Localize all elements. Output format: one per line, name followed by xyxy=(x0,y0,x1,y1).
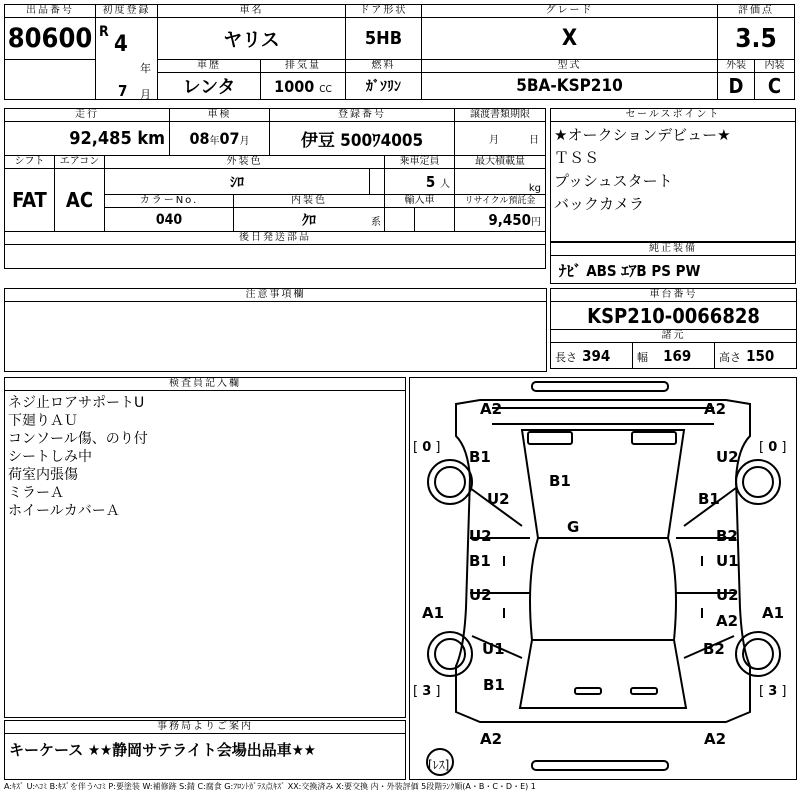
roof-outline xyxy=(530,538,676,640)
height-cell xyxy=(715,343,797,369)
mark-fr-pillar: B1 xyxy=(698,490,720,508)
insp-month-unit: 月 xyxy=(239,136,250,147)
tire-fl-tread xyxy=(413,440,440,455)
inspector-label: 検査員記入欄 xyxy=(5,378,405,391)
import-label: 輸入車 xyxy=(385,195,455,208)
tire-rl-tread xyxy=(413,684,440,699)
displacement-cell xyxy=(261,73,346,100)
later-parts-label: 後日発送部品 xyxy=(5,232,546,245)
rear-bumper-bar xyxy=(532,761,668,770)
sales-points-label: セールスポイント xyxy=(551,109,795,122)
month-unit: 月 xyxy=(140,88,151,100)
mark-hood: B1 xyxy=(549,472,571,490)
shift: FAT xyxy=(5,169,55,232)
tire-rr-close: ] xyxy=(781,684,787,699)
ac-label: エアコン xyxy=(55,156,105,169)
import-blank-a xyxy=(385,208,415,232)
tire-rl-value: 3 xyxy=(422,684,432,699)
door-label: ドア形状 xyxy=(346,5,422,18)
inspector-note-1: ネジ止ロアサポートU xyxy=(8,395,145,411)
inspection-cell xyxy=(170,122,270,156)
displacement: 1000 xyxy=(274,76,315,96)
inspector-box xyxy=(4,377,406,718)
rear-lamp-right xyxy=(631,688,657,694)
mark-side-l: A1 xyxy=(422,604,445,622)
recycle-unit: 円 xyxy=(531,216,542,228)
hood-vent-right xyxy=(632,432,676,444)
length: 394 xyxy=(582,347,611,365)
era: R xyxy=(99,24,109,40)
mileage: 92,485 xyxy=(69,128,132,149)
transfer-label: 譲渡書類期限 xyxy=(455,109,546,122)
displacement-unit: CC xyxy=(319,83,332,95)
model: 5BA-KSP210 xyxy=(422,73,718,100)
grade: X xyxy=(422,18,718,60)
color-blank xyxy=(370,169,385,195)
plate-label: 登録番号 xyxy=(270,109,455,122)
capacity-label: 乗車定員 xyxy=(385,156,455,169)
tire-fl-close: ] xyxy=(435,440,441,455)
car-diagram xyxy=(410,378,796,779)
mileage-label: 走行 xyxy=(5,109,170,122)
caution-label: 注意事項欄 xyxy=(5,289,546,302)
tire-fr-close: ] xyxy=(781,440,787,455)
int-label: 内装 xyxy=(755,60,795,73)
lot-label: 出品番号 xyxy=(5,5,96,18)
spec-label: 諸元 xyxy=(551,330,797,343)
later-parts-value xyxy=(5,245,546,269)
tire-fl-value: 0 xyxy=(422,440,432,455)
mark-rear-quarter-l: U1 xyxy=(482,640,505,658)
capacity-cell xyxy=(385,169,455,195)
header-table xyxy=(4,4,795,100)
lot-blank xyxy=(5,60,96,100)
tire-fl-open: [ xyxy=(413,440,419,455)
inspector-note-2: 下廻りＡＵ xyxy=(8,413,78,429)
ac: AC xyxy=(55,169,105,232)
color-label: 外装色 xyxy=(105,156,385,169)
grade-label: グレード xyxy=(422,5,718,18)
recycle-label: リサイクル預託金 xyxy=(455,195,546,208)
mark-front-right: A2 xyxy=(704,400,727,418)
equipment-value: ﾅﾋﾞ ABS ｴｱB PS PW xyxy=(559,262,701,280)
caution-box xyxy=(4,288,547,372)
insp-month: 07 xyxy=(219,129,240,148)
inspection-label: 車検 xyxy=(170,109,270,122)
recycle: 9,450 xyxy=(488,210,532,229)
mark-fender-fl: B1 xyxy=(469,448,491,466)
displacement-label: 排気量 xyxy=(261,60,346,73)
door-type: 5HB xyxy=(346,18,422,60)
rear-lamp-left xyxy=(575,688,601,694)
height: 150 xyxy=(746,347,775,365)
windshield xyxy=(522,430,684,538)
mark-rear-door-l-upper: U2 xyxy=(469,527,492,545)
tire-fr-open: [ xyxy=(759,440,765,455)
mark-fl-door-lower: U2 xyxy=(487,490,510,508)
rear-window xyxy=(520,640,686,708)
tire-rr-tread xyxy=(759,684,786,699)
plate: 伊豆 500ﾜ4005 xyxy=(270,122,455,156)
fuel: ｶﾞｿﾘﾝ xyxy=(346,73,422,100)
car-name: ヤリス xyxy=(158,18,346,60)
inspector-note-7: ホイールカバーＡ xyxy=(8,503,120,519)
load-unit: kg xyxy=(455,169,546,195)
insp-year: 08 xyxy=(189,129,210,148)
mark-fender-fr: U2 xyxy=(716,448,739,466)
sales-point-3: プッシュスタート xyxy=(554,172,673,190)
color-no-label: カラーNo. xyxy=(105,195,234,208)
transfer-month-unit: 月 xyxy=(489,135,500,146)
tire-rr-open: [ xyxy=(759,684,765,699)
body-outline xyxy=(456,400,750,722)
ext-label: 外装 xyxy=(718,60,755,73)
sales-point-4: バックカメラ xyxy=(554,195,645,213)
mark-rear-left: A2 xyxy=(480,730,503,748)
hood-vent-left xyxy=(528,432,572,444)
width-cell xyxy=(633,343,715,369)
mark-side-r: A1 xyxy=(762,604,785,622)
mark-trunk-l: B1 xyxy=(483,676,505,694)
history: レンタ xyxy=(158,73,261,100)
mark-rear-quarter-r: B2 xyxy=(703,640,725,658)
mileage-cell xyxy=(5,122,170,156)
import-blank-b xyxy=(415,208,455,232)
sales-point-1: ★オークションデビュー★ xyxy=(554,126,731,144)
body-color: ｼﾛ xyxy=(105,169,370,195)
inspector-note-6: ミラーＡ xyxy=(8,485,64,501)
length-label: 長さ xyxy=(555,351,577,364)
lot-number: 80600 xyxy=(5,18,96,60)
length-cell xyxy=(551,343,633,369)
mileage-unit: km xyxy=(137,128,166,149)
office-box xyxy=(4,720,406,780)
mark-rear-door-r-upper: B2 xyxy=(716,527,738,545)
capacity-unit: 人 xyxy=(440,178,451,190)
tire-fr-tread xyxy=(759,440,786,455)
car-diagram-box xyxy=(409,377,797,780)
tire-rl-close: ] xyxy=(435,684,441,699)
height-label: 高さ xyxy=(719,351,741,364)
name-label: 車名 xyxy=(158,5,346,18)
mark-rear-l-upper: U2 xyxy=(469,586,492,604)
tire-fr-value: 0 xyxy=(768,440,778,455)
interior-color-suffix: 系 xyxy=(371,217,382,228)
interior-color: ｸﾛ xyxy=(302,212,317,229)
shift-label: シフト xyxy=(5,156,55,169)
equipment-label: 純正装備 xyxy=(551,243,795,256)
vehicle-info-table xyxy=(4,108,546,269)
year: 4 xyxy=(114,32,128,57)
mark-front-left: A2 xyxy=(480,400,503,418)
recycle-cell xyxy=(455,208,546,232)
inspector-note-4: シートしみ中 xyxy=(8,449,92,465)
fuel-label: 燃料 xyxy=(346,60,422,73)
chassis-label: 車台番号 xyxy=(551,289,797,302)
chassis-table xyxy=(550,288,797,369)
int-score: C xyxy=(755,73,795,100)
model-label: 型式 xyxy=(422,60,718,73)
color-no: 040 xyxy=(105,208,234,232)
equipment-box xyxy=(550,242,796,284)
interior-color-label: 内装色 xyxy=(234,195,385,208)
mark-rear-r-upper: U2 xyxy=(716,586,739,604)
inspector-note-3: コンソール傷、のり付 xyxy=(8,431,148,447)
mark-rear-door-r: U1 xyxy=(716,552,739,570)
mark-roof: G xyxy=(567,518,580,536)
mark-rear-door-l: B1 xyxy=(469,552,491,570)
office-message: キーケース ★★静岡サテライト会場出品車★★ xyxy=(9,741,316,759)
tire-rl-open: [ xyxy=(413,684,419,699)
left-side-lines xyxy=(470,488,530,658)
history-label: 車歴 xyxy=(158,60,261,73)
first-reg-cell xyxy=(96,18,158,100)
tire-rr-value: 3 xyxy=(768,684,778,699)
load-label: 最大積載量 xyxy=(455,156,546,169)
chassis-number: KSP210-0066828 xyxy=(551,302,797,330)
month: 7 xyxy=(118,82,128,100)
transfer-day-unit: 日 xyxy=(529,135,540,146)
mark-rear-right: A2 xyxy=(704,730,727,748)
legend: A:ｷｽﾞ U:ﾍｺﾐ B:ｷｽﾞを伴うﾍｺﾐ P:要塗装 W:補修跡 S:錆 C:腐食 G:ﾌﾛﾝﾄｶﾞﾗｽ点ｷｽﾞ XX:交換済み X:要交換 内・外装評価 5段階ﾗﾝｸ順(A・B・C・D・E) 1 xyxy=(4,782,536,791)
right-side-lines xyxy=(676,488,739,658)
width: 169 xyxy=(663,347,692,365)
spare-label: [ﾚｽ] xyxy=(428,758,450,772)
year-unit: 年 xyxy=(140,62,151,75)
capacity: 5 xyxy=(425,172,436,191)
office-label: 事務局よりご案内 xyxy=(5,721,405,734)
interior-color-cell xyxy=(234,208,385,232)
transfer-cell xyxy=(455,122,546,156)
front-panel xyxy=(492,408,714,424)
front-bumper-bar xyxy=(532,382,668,391)
insp-year-unit: 年 xyxy=(209,136,220,147)
mark-rear-r: A2 xyxy=(716,612,739,630)
score-label: 評価点 xyxy=(718,5,795,18)
inspector-note-5: 荷室内張傷 xyxy=(8,467,78,483)
first-reg-label: 初度登録 xyxy=(96,5,158,18)
ext-score: D xyxy=(718,73,755,100)
sales-point-2: ＴＳＳ xyxy=(554,149,600,167)
sales-points-box xyxy=(550,108,796,242)
score: 3.5 xyxy=(718,18,795,60)
width-label: 幅 xyxy=(637,351,648,364)
